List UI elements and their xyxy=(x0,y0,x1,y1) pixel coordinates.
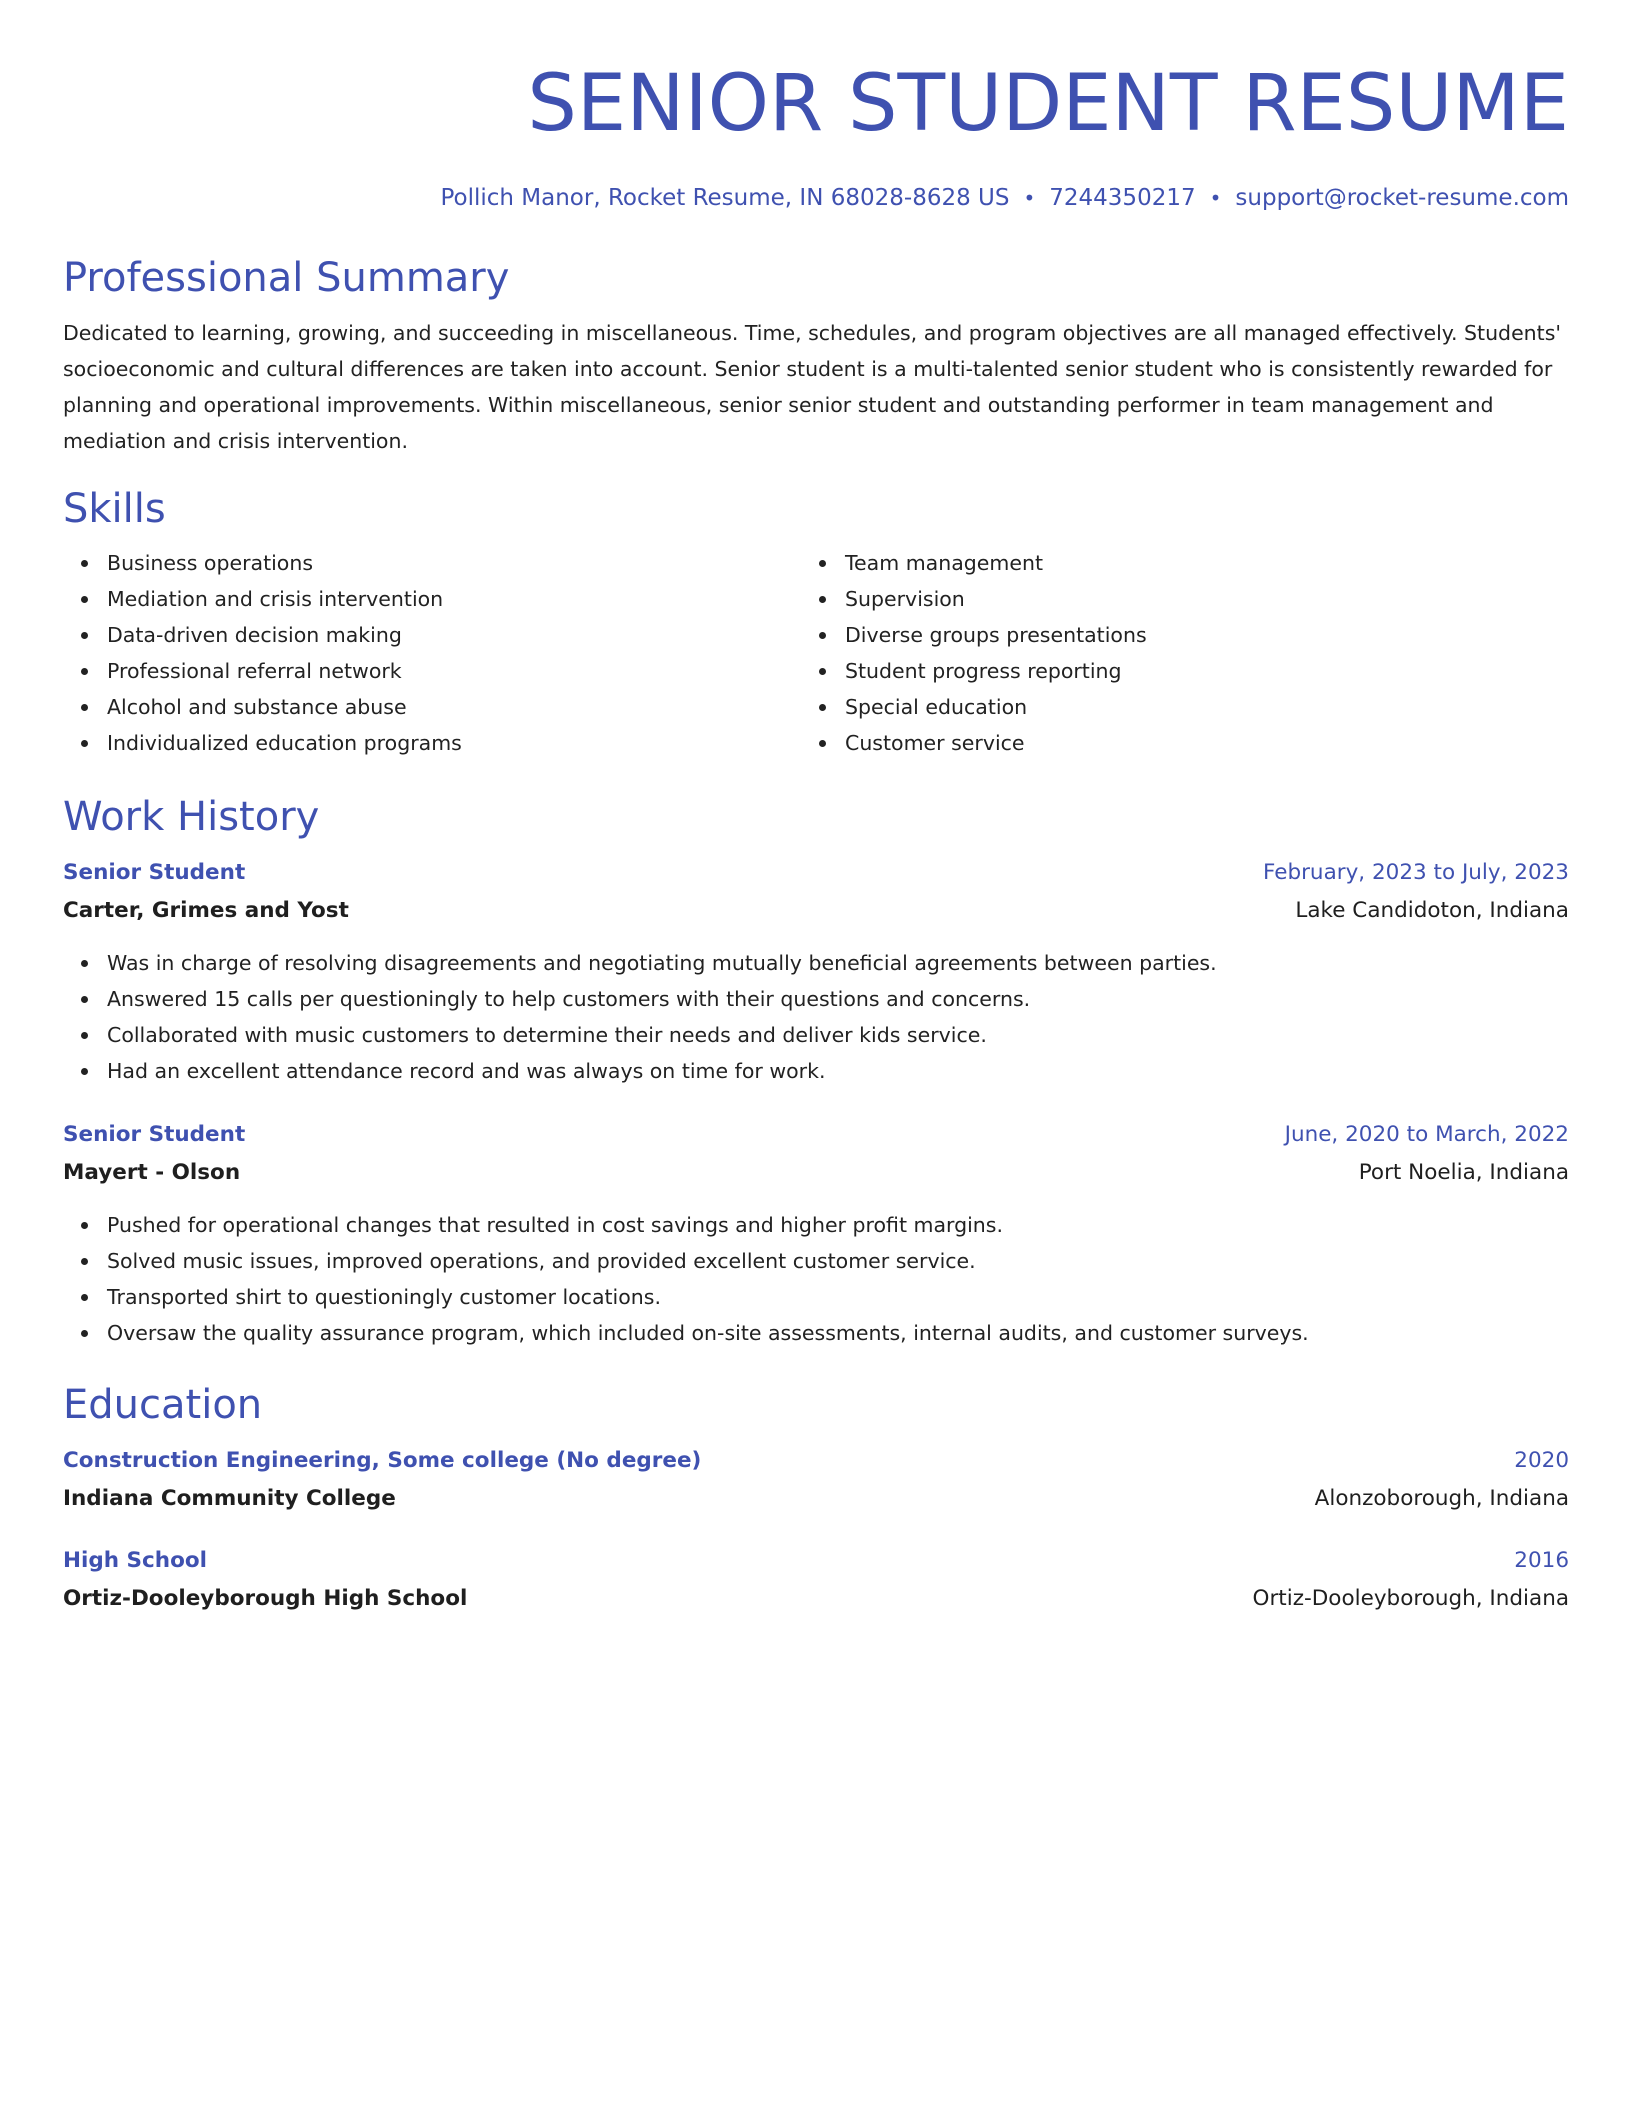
education-entry xyxy=(63,1443,1569,1519)
education-location: Alonzoborough, Indiana xyxy=(1314,1486,1569,1511)
job-bullet: Had an excellent attendance record and was always on time for work. xyxy=(107,1053,1569,1089)
resume-header xyxy=(63,56,1569,214)
job-dates: June, 2020 to March, 2022 xyxy=(1284,1122,1569,1147)
job-bullet: Solved music issues, improved operations, and provided excellent customer service. xyxy=(107,1243,1569,1279)
education-header-row xyxy=(63,1543,1569,1579)
education-school: Indiana Community College xyxy=(63,1486,396,1511)
separator-dot: • xyxy=(1209,186,1222,210)
job-company-row xyxy=(63,891,1569,931)
job-header-row xyxy=(63,855,1569,891)
skill-item: Special education xyxy=(845,689,1569,725)
education-school-row xyxy=(63,1479,1569,1519)
skill-item: Student progress reporting xyxy=(845,653,1569,689)
skills-column-right xyxy=(801,545,1569,761)
skill-item: Diverse groups presentations xyxy=(845,617,1569,653)
job-header-row xyxy=(63,1117,1569,1153)
job-bullet: Oversaw the quality assurance program, which included on-site assessments, internal audits, and customer surveys. xyxy=(107,1315,1569,1351)
job-company: Mayert - Olson xyxy=(63,1160,241,1185)
job-role: Senior Student xyxy=(63,1122,246,1147)
education-school: Ortiz-Dooleyborough High School xyxy=(63,1586,468,1611)
job-location: Lake Candidoton, Indiana xyxy=(1295,898,1569,923)
job-entry xyxy=(63,855,1569,1089)
skill-item: Professional referral network xyxy=(107,653,801,689)
contact-email[interactable]: support@rocket-resume.com xyxy=(1235,185,1569,211)
job-entry xyxy=(63,1117,1569,1351)
skills-column-left xyxy=(63,545,801,761)
education-header-row xyxy=(63,1443,1569,1479)
job-company-row xyxy=(63,1153,1569,1193)
education-entry xyxy=(63,1543,1569,1619)
job-bullet: Collaborated with music customers to determine their needs and deliver kids service. xyxy=(107,1017,1569,1053)
job-role: Senior Student xyxy=(63,860,246,885)
education-location: Ortiz-Dooleyborough, Indiana xyxy=(1252,1586,1569,1611)
education-year: 2016 xyxy=(1514,1548,1569,1573)
skill-item: Team management xyxy=(845,545,1569,581)
contact-line xyxy=(63,182,1569,214)
section-title-work-history: Work History xyxy=(63,794,320,840)
skill-item: Customer service xyxy=(845,725,1569,761)
job-dates: February, 2023 to July, 2023 xyxy=(1263,860,1569,885)
job-bullets xyxy=(63,945,1569,1089)
education-school-row xyxy=(63,1579,1569,1619)
education-year: 2020 xyxy=(1514,1448,1569,1473)
resume-title: SENIOR STUDENT RESUME xyxy=(527,59,1569,149)
job-bullet: Was in charge of resolving disagreements and negotiating mutually beneficial agreements between parties. xyxy=(107,945,1569,981)
summary-text: Dedicated to learning, growing, and succeeding in miscellaneous. Time, schedules, and program objectives are all managed effectively. Students' socioeconomic and cultural differences are taken into account. Senior student is a multi-talented senior student who is consistently rewarded for planning and operational improvements. Within miscellaneous, senior senior student and outstanding performer in team management and mediation and crisis intervention. xyxy=(63,321,1562,453)
separator-dot: • xyxy=(1023,186,1036,210)
contact-address: Pollich Manor, Rocket Resume, IN 68028-8628 US xyxy=(440,185,1010,211)
contact-phone[interactable]: 7244350217 xyxy=(1049,185,1196,211)
job-bullet: Answered 15 calls per questioningly to help customers with their questions and concerns. xyxy=(107,981,1569,1017)
skill-item: Mediation and crisis intervention xyxy=(107,581,801,617)
education-degree: Construction Engineering, Some college (No degree) xyxy=(63,1448,702,1473)
section-title-education: Education xyxy=(63,1382,263,1428)
job-bullet: Pushed for operational changes that resulted in cost savings and higher profit margins. xyxy=(107,1207,1569,1243)
job-location: Port Noelia, Indiana xyxy=(1358,1160,1569,1185)
job-bullets xyxy=(63,1207,1569,1351)
skill-item: Individualized education programs xyxy=(107,725,801,761)
skill-item: Alcohol and substance abuse xyxy=(107,689,801,725)
skill-item: Data-driven decision making xyxy=(107,617,801,653)
section-title-skills: Skills xyxy=(63,486,166,532)
education-degree: High School xyxy=(63,1548,207,1573)
job-bullet: Transported shirt to questioningly customer locations. xyxy=(107,1279,1569,1315)
skill-item: Business operations xyxy=(107,545,801,581)
job-company: Carter, Grimes and Yost xyxy=(63,898,349,923)
section-title-summary: Professional Summary xyxy=(63,255,510,301)
skills-list xyxy=(63,545,1569,761)
skill-item: Supervision xyxy=(845,581,1569,617)
